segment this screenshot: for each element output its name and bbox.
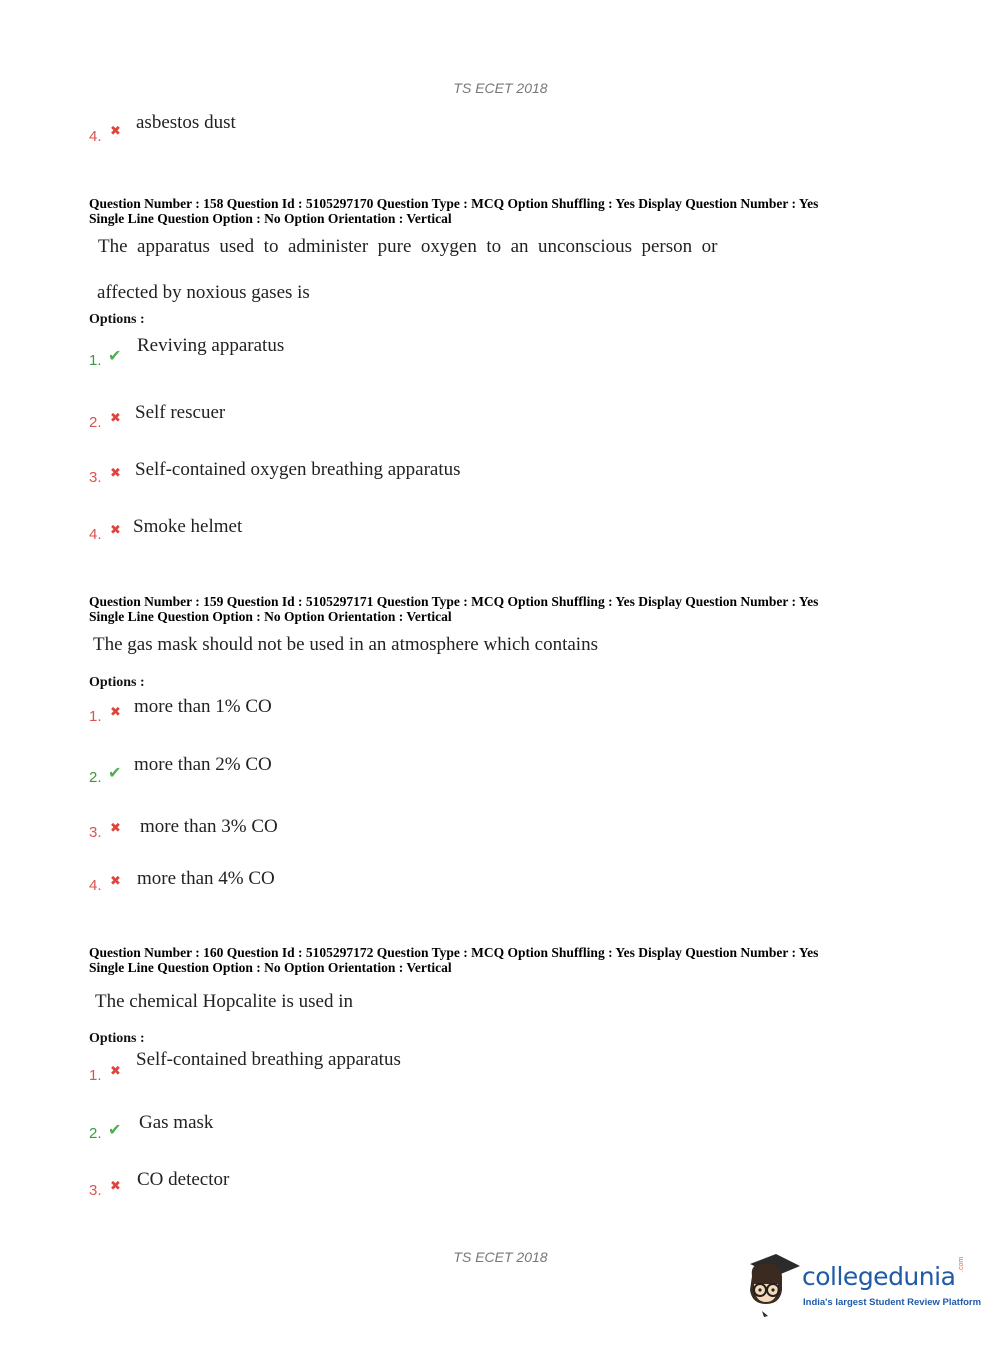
- cross-icon: ✖: [110, 411, 121, 426]
- cross-icon: ✖: [110, 1179, 121, 1194]
- options-label: Options :: [89, 1031, 145, 1046]
- option-text: Self rescuer: [135, 402, 226, 423]
- option-text: Self-contained oxygen breathing apparatus: [135, 459, 461, 480]
- option-number: 3.: [89, 1182, 102, 1199]
- logo-tagline: India's largest Student Review Platform: [803, 1297, 982, 1308]
- option-text: more than 2% CO: [134, 754, 272, 775]
- cross-icon: ✖: [110, 874, 121, 889]
- options-label: Options :: [89, 675, 145, 690]
- logo-domain-suffix: .com: [958, 1256, 965, 1272]
- option-number: 4.: [89, 526, 102, 543]
- question-meta: [89, 196, 909, 226]
- question-meta-line: Question Number : 158 Question Id : 5105297170 Question Type : MCQ Option Shuffling : Yes Display Question Number : Yes: [89, 196, 819, 211]
- option-number: 2.: [89, 769, 102, 786]
- option-number: 4.: [89, 877, 102, 894]
- question-meta-line: Single Line Question Option : No Option Orientation : Vertical: [89, 609, 452, 624]
- question-meta-line: Single Line Question Option : No Option Orientation : Vertical: [89, 211, 452, 226]
- option-text: Gas mask: [139, 1112, 214, 1133]
- check-icon: ✔: [108, 346, 122, 365]
- options-label: Options :: [89, 312, 145, 327]
- page-header: TS ECET 2018: [453, 80, 548, 96]
- logo-mascot-icon: [742, 1250, 802, 1318]
- option-number: 1.: [89, 352, 102, 369]
- cross-icon: ✖: [110, 124, 121, 139]
- question-text: The gas mask should not be used in an atmosphere which contains: [93, 634, 598, 655]
- option-text: asbestos dust: [136, 112, 236, 133]
- option-text: CO detector: [137, 1169, 230, 1190]
- option-number: 2.: [89, 414, 102, 431]
- question-text: The apparatus used to administer pure oxygen to an unconscious person or: [98, 236, 718, 257]
- question-text: affected by noxious gases is: [97, 282, 310, 303]
- question-meta-line: Question Number : 159 Question Id : 5105297171 Question Type : MCQ Option Shuffling : Yes Display Question Number : Yes: [89, 594, 819, 609]
- cross-icon: ✖: [110, 466, 121, 481]
- check-icon: ✔: [108, 763, 122, 782]
- option-number: 2.: [89, 1125, 102, 1142]
- option-number: 3.: [89, 824, 102, 841]
- question-meta-line: Single Line Question Option : No Option Orientation : Vertical: [89, 960, 452, 975]
- question-text: The chemical Hopcalite is used in: [95, 991, 353, 1012]
- option-text: Self-contained breathing apparatus: [136, 1049, 401, 1070]
- option-text: more than 1% CO: [134, 696, 272, 717]
- check-icon: ✔: [108, 1120, 122, 1139]
- question-meta: [89, 594, 909, 624]
- option-text: Smoke helmet: [133, 516, 243, 537]
- cross-icon: ✖: [110, 1064, 121, 1079]
- option-number: 1.: [89, 708, 102, 725]
- cross-icon: ✖: [110, 821, 121, 836]
- page-footer: TS ECET 2018: [453, 1249, 548, 1265]
- option-number: 3.: [89, 469, 102, 486]
- cross-icon: ✖: [110, 523, 121, 538]
- option-text: more than 4% CO: [137, 868, 275, 889]
- cross-icon: ✖: [110, 705, 121, 720]
- question-meta: [89, 945, 909, 975]
- option-number: 1.: [89, 1067, 102, 1084]
- question-meta-line: Question Number : 160 Question Id : 5105297172 Question Type : MCQ Option Shuffling : Yes Display Question Number : Yes: [89, 945, 819, 960]
- logo-wordmark: collegedunia: [802, 1262, 956, 1291]
- option-number: 4.: [89, 128, 102, 145]
- option-text: more than 3% CO: [140, 816, 278, 837]
- option-text: Reviving apparatus: [137, 335, 285, 356]
